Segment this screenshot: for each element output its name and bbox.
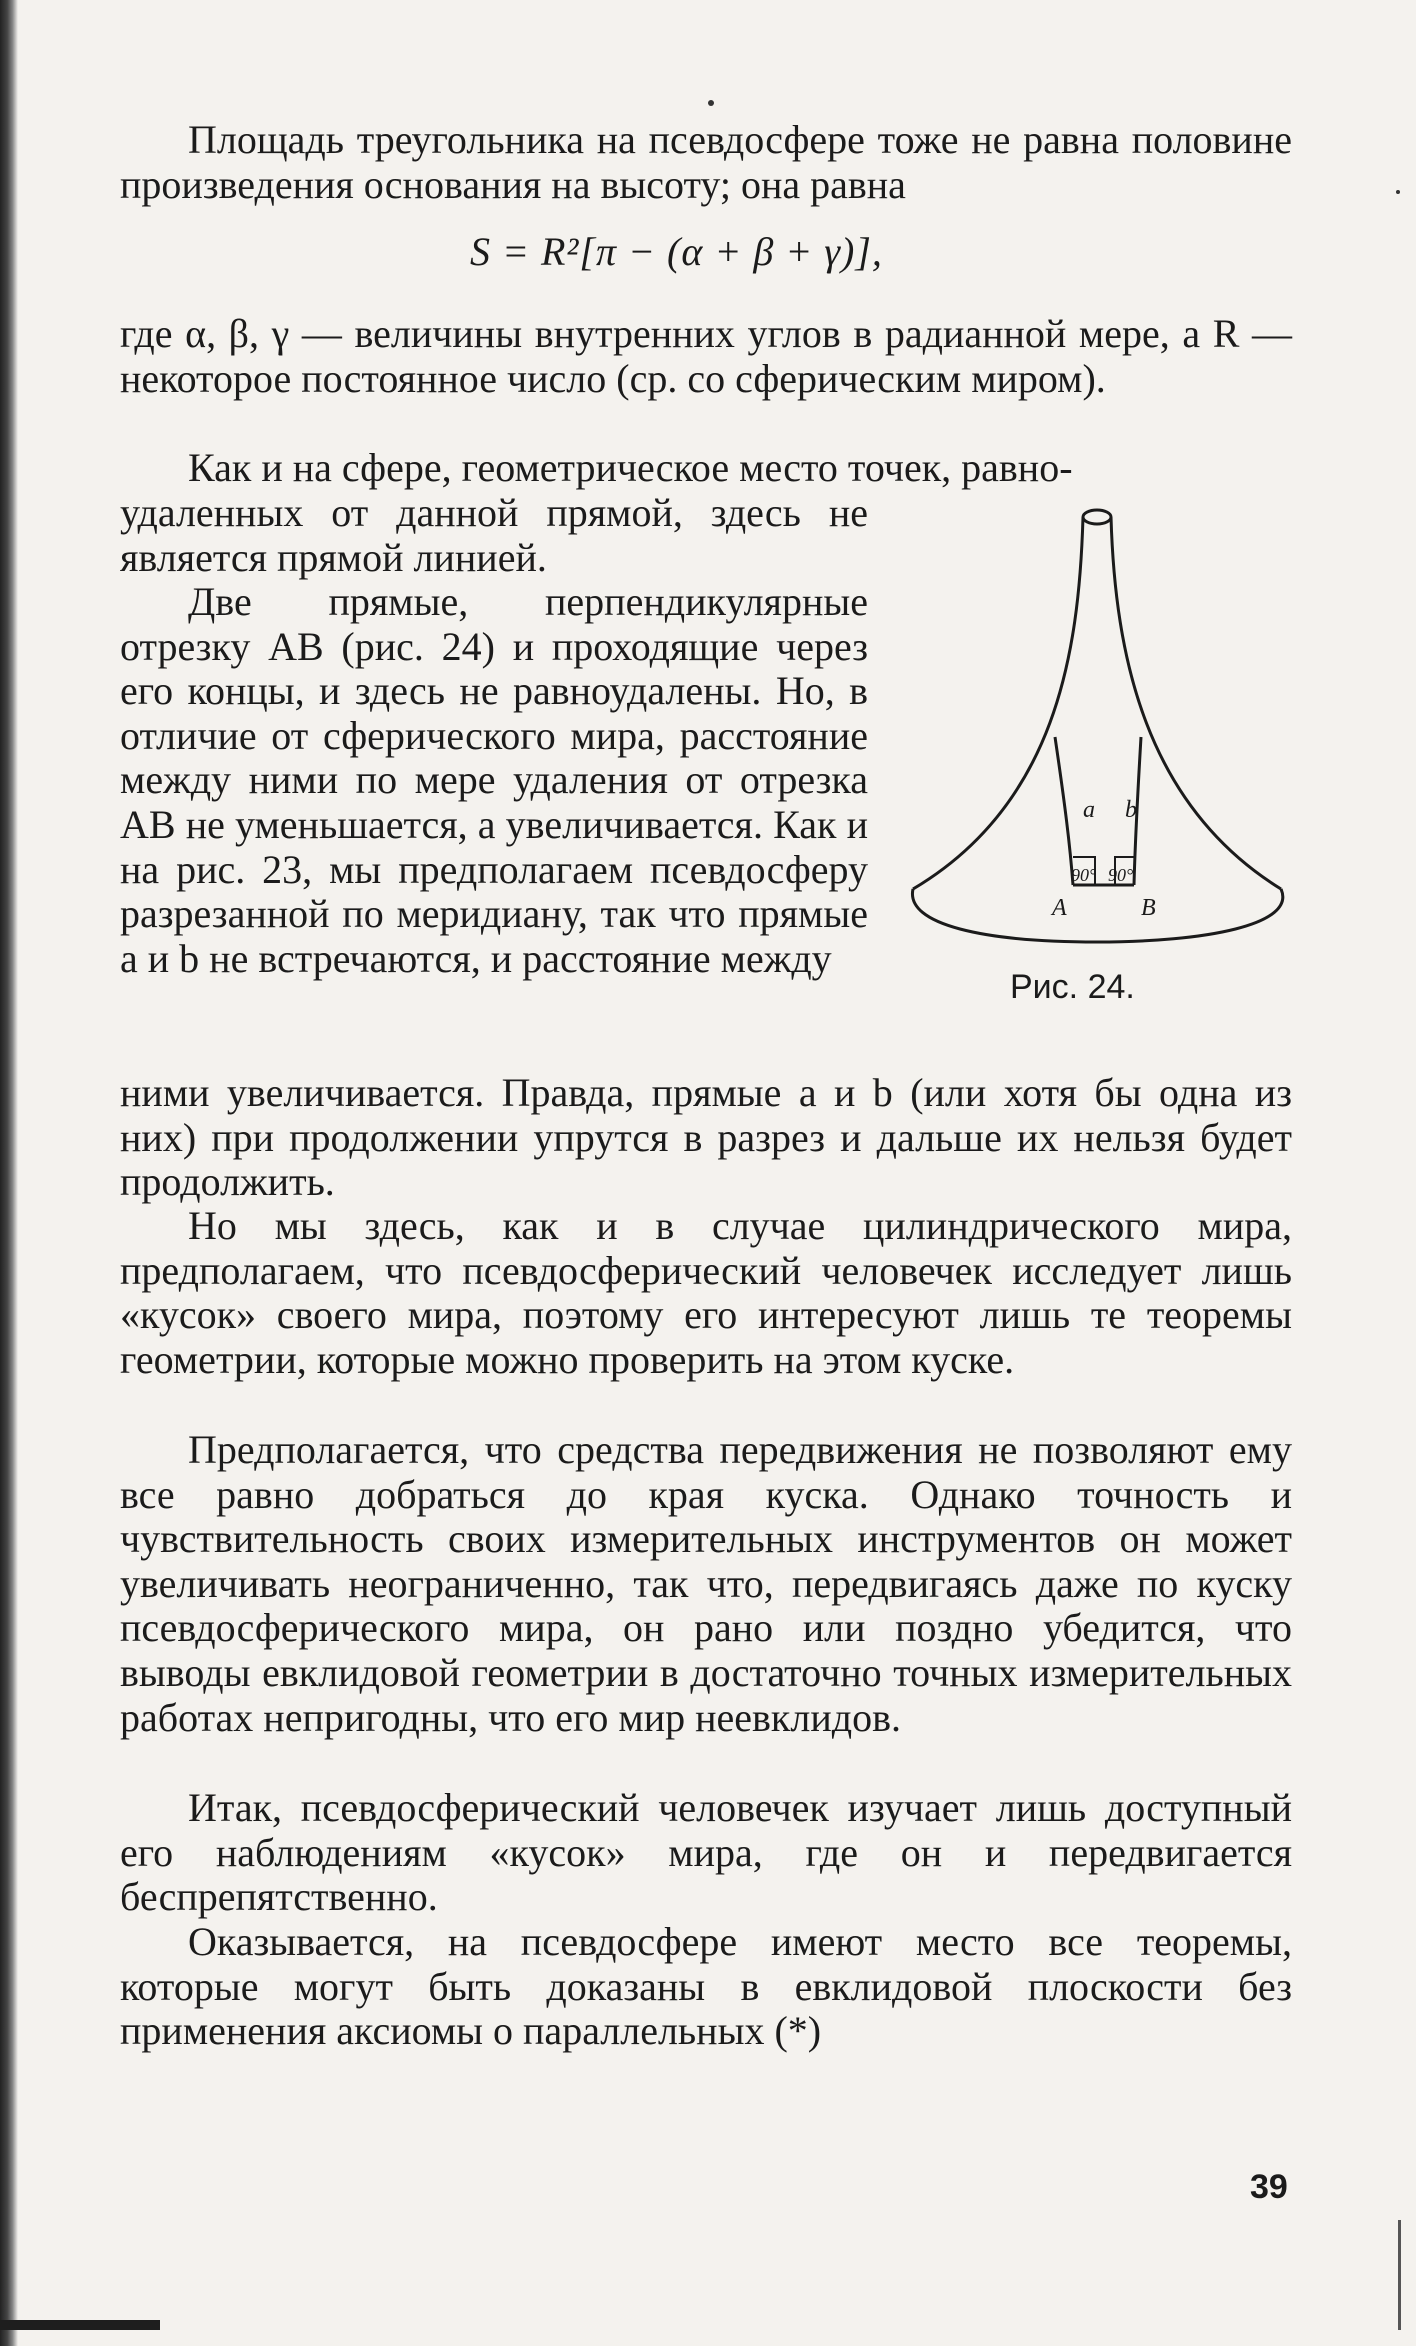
paragraph-two-lines: Две прямые, перпендикулярные отрезку AB (рис. 24) и проходящие через его концы, и здесь не равноудалены. Но, в отличие от сферического мира, расстояние между ними по мере удаления от отрезка AB не уменьшается, а увеличивается. Как и на рис. 23, мы предполагаем псевдосферу разрезанной по меридиану, так что прямые a и b не встречаются, и расстояние между — [120, 579, 868, 981]
pseudosphere-drawing — [905, 505, 1295, 975]
pseudosphere-base-ellipse — [912, 889, 1282, 942]
binding-corner — [0, 2320, 160, 2330]
label-a: a — [1083, 797, 1095, 823]
paragraph-two-lines-continued: ними увеличивается. Правда, прямые a и b (или хотя бы одна из них) при продолжении упрутся в разрез и дальше их нельзя будет продолжить. — [120, 1070, 1292, 1205]
paragraph-measurements: Предполагается, что средства передвижения не позволяют ему все равно добраться до края куска. Однако точность и чувствительность своих измерительных инструментов он может увеличивать неограниченно, так что, передвигаясь даже по куску псевдосферического мира, он рано или поздно убедится, что выводы евклидовой геометрии в достаточно точных измерительных работах непригодны, что его мир неевклидов. — [120, 1427, 1292, 1740]
label-b: b — [1125, 797, 1137, 823]
print-speck — [1396, 190, 1400, 194]
page-number: 39 — [1250, 2168, 1288, 2206]
theorems-text: Оказывается, на псевдосфере имеют место все теоремы, которые могут быть доказаны в евклидовой плоскости без применения аксиомы о параллельных — [120, 1919, 1292, 2054]
figure-caption: Рис. 24. — [1010, 968, 1135, 1006]
paragraph-locus-first-line: Как и на сфере, геометрическое место точек, равно- — [188, 445, 1073, 490]
book-binding-shadow — [0, 0, 18, 2346]
paragraph-piece-of-world: Итак, псевдосферический человечек изучает лишь доступный его наблюдениям «кусок» мира, где он и передвигается беспрепятственно. — [120, 1785, 1292, 1920]
page-edge-mark — [1398, 2220, 1401, 2330]
paragraph-cylindrical: Но мы здесь, как и в случае цилиндрического мира, предполагаем, что псевдосферический человечек исследует лишь «кусок» своего мира, поэтому его интересуют лишь те теоремы геометрии, которые можно проверить на этом куске. — [120, 1203, 1292, 1382]
label-B: B — [1141, 895, 1156, 921]
paragraph-theorems — [120, 1920, 1292, 2054]
paragraph-angles: где α, β, γ — величины внутренних углов в радианной мере, а R — некоторое постоянное число (ср. со сферическим миром). — [120, 311, 1292, 401]
footnote-mark: (*) — [774, 2008, 822, 2054]
area-formula: S = R²[π − (α + β + γ)], — [470, 229, 883, 274]
print-speck — [708, 100, 714, 106]
pseudosphere-left-profile — [913, 517, 1083, 889]
label-angle-right: 90° — [1108, 865, 1134, 885]
paragraph-area-intro: Площадь треугольника на псевдосфере тоже не равна половине произведения основания на высоту; она равна — [120, 117, 1292, 207]
pseudosphere-top-rim — [1083, 510, 1111, 524]
line-a — [1055, 737, 1073, 885]
paragraph-locus-rest: удаленных от данной прямой, здесь не является прямой линией. — [120, 490, 868, 580]
label-A: A — [1052, 895, 1067, 921]
label-angle-left: 90° — [1071, 865, 1097, 885]
figure-pseudosphere — [905, 505, 1295, 1005]
